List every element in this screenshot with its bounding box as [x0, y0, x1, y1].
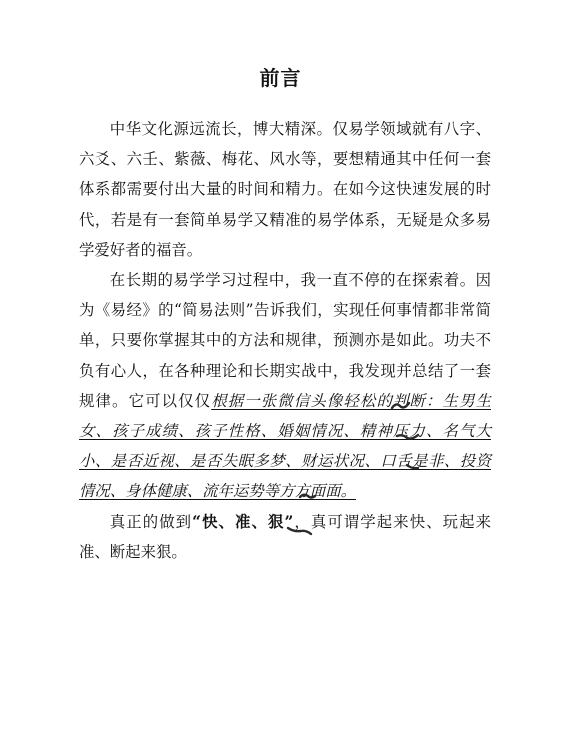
conclusion-text-before: 真正的做到 — [109, 512, 193, 531]
document-body — [79, 114, 491, 567]
paragraph-intro: 中华文化源远流长，博大精深。仅易学领域就有八字、六爻、六壬、紫薇、梅花、风水等，要想精通其中任何一套体系都需要付出大量的时间和精力。在如今这快速发展的时代，若是有一套简单易学又精准的易学体系，无疑是众多易学爱好者的福音。 — [79, 120, 491, 259]
conclusion-text-after: ，真可谓学起来快、玩起来准、断起来狠。 — [79, 512, 491, 561]
paragraph-method-text: 在长期的易学学习过程中，我一直不停的在探索着。因为《易经》的“简易法则”告诉我们，实现任何事情都非常简单，只要你掌握其中的方法和规律，预测亦是如此。功夫不负有心人，在各种理论和长期实战中，我发现并总结了一套规律。它可以仅仅 — [79, 271, 491, 410]
page-title: 前言 — [259, 66, 302, 90]
paragraph-conclusion — [79, 507, 491, 567]
emphasis-quote: “快、准、狠” — [192, 512, 294, 531]
paragraph-method — [79, 265, 491, 507]
underlined-claims: 根据一张微信头像轻松的判断：生男生女、孩子成绩、孩子性格、婚姻情况、精神压力、名气大小、是否近视、是否失眠多梦、财运状况、口舌是非、投资情况、身体健康、流年运势等方方面面。 — [79, 391, 491, 501]
